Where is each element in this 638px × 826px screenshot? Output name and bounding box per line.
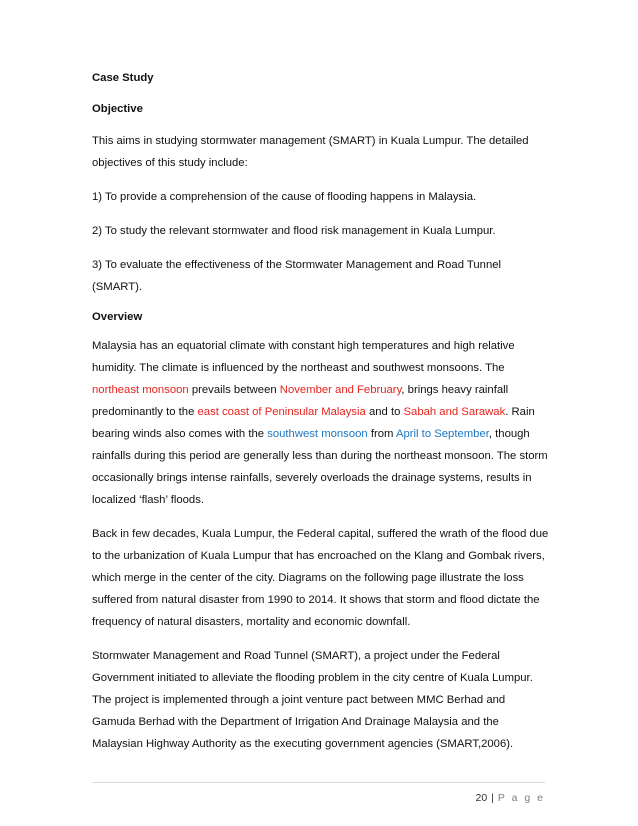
objective-item-3: 3) To evaluate the effectiveness of the Stormwater Management and Road Tunnel (SMART). xyxy=(92,259,502,293)
overview-p1-text-b: prevails between xyxy=(188,384,280,396)
page-body xyxy=(92,70,550,767)
southwest-monsoon-highlight: southwest monsoon xyxy=(267,428,368,440)
footer-separator: | xyxy=(491,792,494,804)
east-coast-highlight: east coast of Peninsular Malaysia xyxy=(197,406,366,418)
objective-heading: Objective xyxy=(92,103,143,115)
northeast-monsoon-highlight: northeast monsoon xyxy=(92,384,189,396)
overview-p1-text-f: from xyxy=(367,428,396,440)
case-study-heading: Case Study xyxy=(92,72,154,84)
sabah-sarawak-highlight: Sabah and Sarawak xyxy=(403,406,506,418)
overview-p1-text-c: , brings heavy rainfall predominantly to the xyxy=(92,384,509,418)
northeast-period-highlight: November and February xyxy=(279,384,402,396)
overview-paragraph-1 xyxy=(92,335,550,511)
overview-p1-text-e: . Rain bearing winds also comes with the xyxy=(92,406,535,440)
overview-paragraph-3: Stormwater Management and Road Tunnel (SMART), a project under the Federal Government initiated to alleviate the flooding problem in the city centre of Kuala Lumpur. The project is implemented through a joint venture pact between MMC Berhad and Gamuda Berhad with the Department of Irrigation And Drainage Malaysia and the Malaysian Highway Authority as the executing government agencies (SMART,2006). xyxy=(92,650,533,750)
objective-intro: This aims in studying stormwater management (SMART) in Kuala Lumpur. The detailed objectives of this study include: xyxy=(92,135,529,169)
overview-heading: Overview xyxy=(92,311,143,323)
footer-divider xyxy=(92,782,545,783)
overview-p1-text-a: Malaysia has an equatorial climate with constant high temperatures and high relative humidity. The climate is influenced by the northeast and southwest monsoons. The xyxy=(92,340,515,374)
objective-item-1: 1) To provide a comprehension of the cause of flooding happens in Malaysia. xyxy=(92,191,477,203)
page-number-label xyxy=(475,792,545,804)
page-word: P a g e xyxy=(497,792,545,804)
objective-item-2: 2) To study the relevant stormwater and flood risk management in Kuala Lumpur. xyxy=(92,225,496,237)
overview-p1-text-d: and to xyxy=(365,406,404,418)
southwest-period-highlight: April to September xyxy=(395,428,489,440)
page-number: 20 xyxy=(475,792,488,804)
overview-paragraph-2: Back in few decades, Kuala Lumpur, the Federal capital, suffered the wrath of the flood due to the urbanization of Kuala Lumpur that has encroached on the Klang and Gombak rivers, which merge in the center of the city. Diagrams on the following page illustrate the loss suffered from natural disaster from 1990 to 2014. It shows that storm and flood dictate the frequency of natural disasters, mortality and economic downfall. xyxy=(92,528,549,628)
overview-p1-text-g: , though rainfalls during this period are generally less than during the northeast monsoon. The storm occasionally brings intense rainfalls, severely overloads the drainage systems, results in localized ‘flash’ floods. xyxy=(92,428,548,506)
